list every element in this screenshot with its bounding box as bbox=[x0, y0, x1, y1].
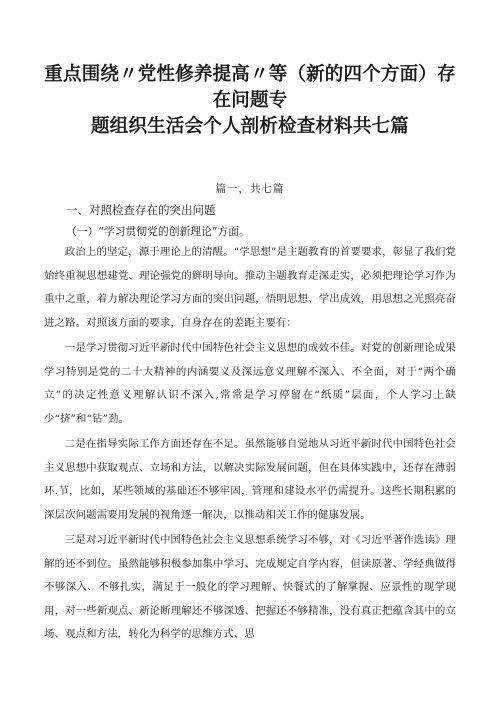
title-line-2: 题组织生活会个人剖析检查材料共七篇 bbox=[91, 116, 409, 137]
document-subtitle: 篇一，共七篇 bbox=[215, 183, 285, 195]
body-paragraph-point-3: 三是对习近平新时代中国特色社会主义思想系统学习不够，对《习近平著作选读》理解的还不到位。虽然能够积极参加集中学习、完成规定自学内容，但读原著、学经典做得不够深入、不够扎实，满足于一般化的学习理解、快餐式的了解掌握、应景性的现学现用，对一些新观点、新论断理解还不够深透、把握还不够精准，没有真正把蕴含其中的立场、观点和方法，转化为科学的思维方式、思 bbox=[44, 534, 456, 640]
title-line-1: 重点围绕〃党性修养提高〃等（新的四个方面）存在问题专 bbox=[44, 64, 456, 111]
body-paragraph-point-2: 二是在指导实际工作方面还存在不足。虽然能够自觉地从习近平新时代中国特色社会主义思想中获取观点、立场和方法，以解决实际发展问题，但在具体实践中，还存在薄弱环.节，比如，某些领域的基础还不够牢固，管理和建设水平仍需提升。这些长期积累的深层次问题需要用发展的视角逐一解决，以推动相关工作的健康发展。 bbox=[44, 438, 456, 521]
document-title bbox=[44, 62, 456, 140]
section-heading: 一、对照检查存在的突出问题 bbox=[66, 203, 216, 217]
body-paragraph-point-1: 一是学习贯彻习近平新时代中国特色社会主义思想的成效不佳。对党的创新理论成果学习特别是党的二十大精神的内涵要义及深远意义理解不深入、不全面，对于“两个确立”的决定性意义理解认识不深入,常常是学习停留在“纸质”层面，个人学习上缺少“挤”和“钻”劲。 bbox=[44, 342, 456, 425]
subsection-heading: （一）“学习贯彻党的创新理论”方面。 bbox=[66, 225, 250, 238]
body-paragraph-intro: 政治上的坚定，源于理论上的清醒。“学思想”是主题教育的首要要求，彰显了我们党始终重视思想建党、理论强党的鲜明导向。推动主题教育走深走实，必须把理论学习作为重中之重，着力解决理论学习方面的突出问题，悟明思想、学出成效，用思想之光照亮奋进之路。对照该方面的要求，自身存在的差距主要有： bbox=[44, 246, 456, 329]
